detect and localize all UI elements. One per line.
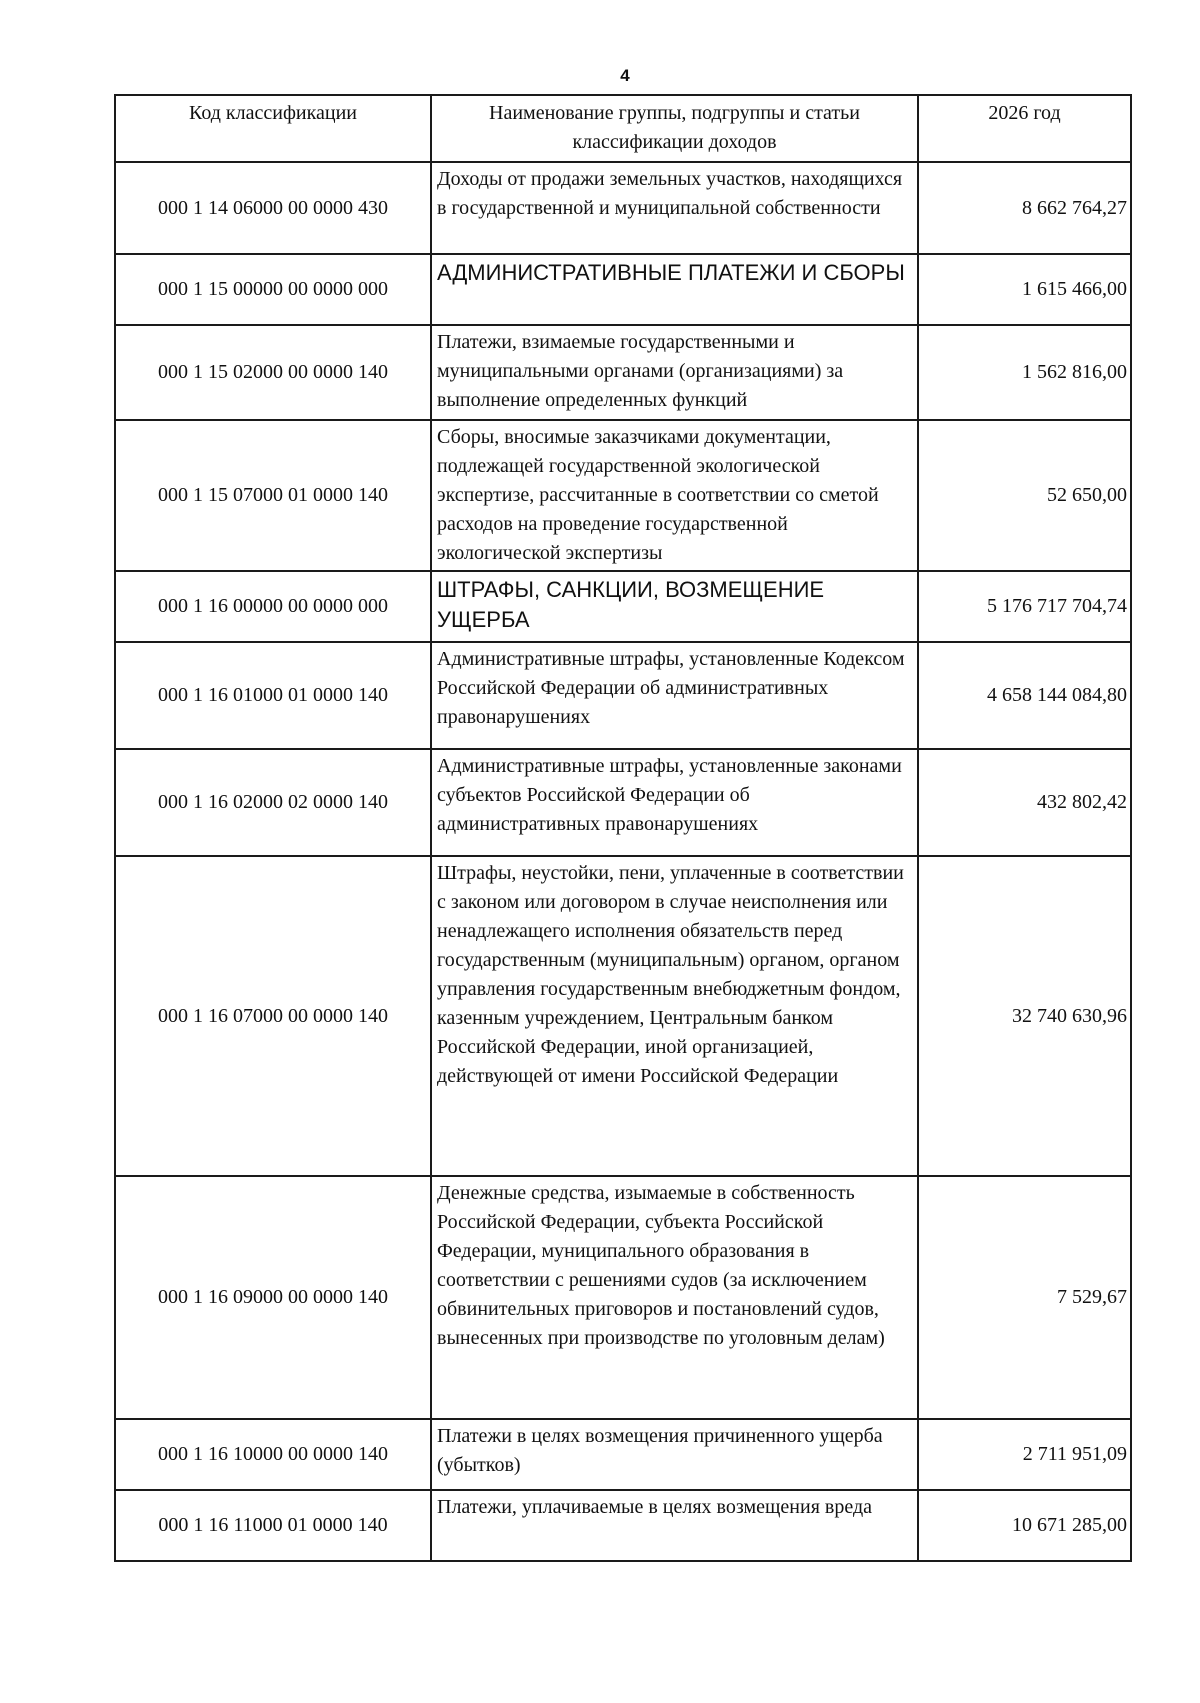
income-name: Сборы, вносимые заказчиками документации, подлежащей государственной экологической экспертизе, рассчитанные в соответствии со сметой расходов на проведение государственной экологической экспертизы (431, 420, 918, 571)
table-row (115, 1490, 1131, 1561)
amount-2026: 1 615 466,00 (918, 254, 1131, 325)
classification-code: 000 1 16 01000 01 0000 140 (115, 642, 431, 749)
page-number: 4 (620, 66, 630, 85)
header-year: 2026 год (918, 95, 1131, 162)
amount-2026: 10 671 285,00 (918, 1490, 1131, 1561)
classification-code: 000 1 16 09000 00 0000 140 (115, 1176, 431, 1419)
amount-2026: 32 740 630,96 (918, 856, 1131, 1176)
income-name: Доходы от продажи земельных участков, находящихся в государственной и муниципальной собственности (431, 162, 918, 254)
amount-2026: 7 529,67 (918, 1176, 1131, 1419)
income-name: Платежи, взимаемые государственными и муниципальными органами (организациями) за выполнение определенных функций (431, 325, 918, 420)
classification-code: 000 1 14 06000 00 0000 430 (115, 162, 431, 254)
income-classification-table (114, 94, 1132, 1562)
table-row (115, 325, 1131, 420)
classification-code: 000 1 16 00000 00 0000 000 (115, 571, 431, 642)
classification-code: 000 1 15 07000 01 0000 140 (115, 420, 431, 571)
table-row (115, 1176, 1131, 1419)
table-header-row (115, 95, 1131, 162)
table-row (115, 642, 1131, 749)
classification-code: 000 1 16 02000 02 0000 140 (115, 749, 431, 856)
header-code: Код классификации (115, 95, 431, 162)
table-body (115, 162, 1131, 1561)
table-row (115, 571, 1131, 642)
amount-2026: 52 650,00 (918, 420, 1131, 571)
income-name: Административные штрафы, установленные законами субъектов Российской Федерации об административных правонарушениях (431, 749, 918, 856)
header-name: Наименование группы, подгруппы и статьи классификации доходов (431, 95, 918, 162)
table-row (115, 856, 1131, 1176)
classification-code: 000 1 16 10000 00 0000 140 (115, 1419, 431, 1490)
classification-code: 000 1 16 07000 00 0000 140 (115, 856, 431, 1176)
amount-2026: 5 176 717 704,74 (918, 571, 1131, 642)
income-name: Денежные средства, изымаемые в собственность Российской Федерации, субъекта Российской Федерации, муниципального образования в соответствии с решениями судов (за исключением обвинительных приговоров и постановлений судов, вынесенных при производстве по уголовным делам) (431, 1176, 918, 1419)
table-row (115, 254, 1131, 325)
classification-code: 000 1 15 02000 00 0000 140 (115, 325, 431, 420)
income-name: Административные штрафы, установленные Кодексом Российской Федерации об административных правонарушениях (431, 642, 918, 749)
income-name: Платежи в целях возмещения причиненного ущерба (убытков) (431, 1419, 918, 1490)
classification-code: 000 1 16 11000 01 0000 140 (115, 1490, 431, 1561)
income-name: Штрафы, неустойки, пени, уплаченные в соответствии с законом или договором в случае неисполнения или ненадлежащего исполнения обязательств перед государственным (муниципальным) органом, органом управления государственным внебюджетным фондом, казенным учреждением, Центральным банком Российской Федерации, иной организацией, действующей от имени Российской Федерации (431, 856, 918, 1176)
amount-2026: 2 711 951,09 (918, 1419, 1131, 1490)
amount-2026: 4 658 144 084,80 (918, 642, 1131, 749)
table-row (115, 1419, 1131, 1490)
classification-code: 000 1 15 00000 00 0000 000 (115, 254, 431, 325)
table-row (115, 749, 1131, 856)
amount-2026: 8 662 764,27 (918, 162, 1131, 254)
amount-2026: 432 802,42 (918, 749, 1131, 856)
income-name: Платежи, уплачиваемые в целях возмещения вреда (431, 1490, 918, 1561)
table-row (115, 420, 1131, 571)
income-name: ШТРАФЫ, САНКЦИИ, ВОЗМЕЩЕНИЕ УЩЕРБА (431, 571, 918, 642)
income-name: АДМИНИСТРАТИВНЫЕ ПЛАТЕЖИ И СБОРЫ (431, 254, 918, 325)
table-row (115, 162, 1131, 254)
amount-2026: 1 562 816,00 (918, 325, 1131, 420)
